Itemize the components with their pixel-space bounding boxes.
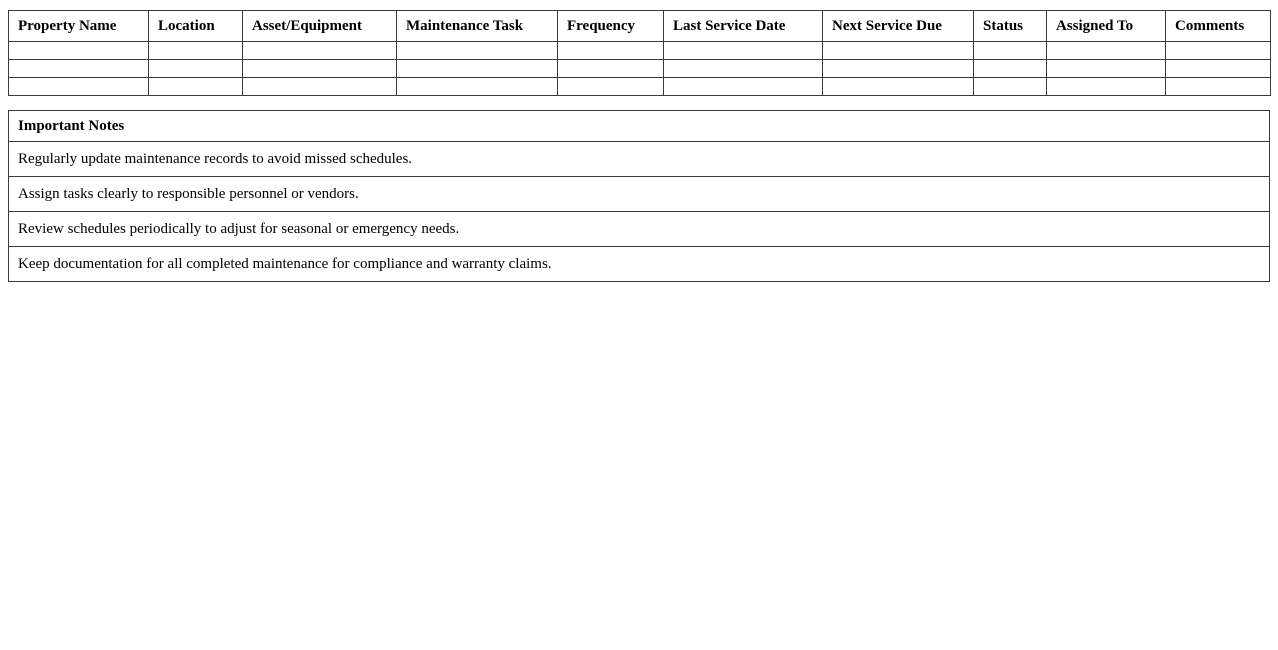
table-row[interactable] — [9, 78, 1271, 96]
table-row[interactable] — [9, 60, 1271, 78]
cell-location[interactable] — [149, 78, 243, 96]
cell-status[interactable] — [974, 42, 1047, 60]
notes-section-title: Important Notes — [9, 111, 1270, 142]
column-header-next-service-due: Next Service Due — [823, 11, 974, 42]
maintenance-schedule-table — [8, 10, 1271, 96]
cell-comments[interactable] — [1166, 78, 1271, 96]
cell-frequency[interactable] — [558, 78, 664, 96]
column-header-status: Status — [974, 11, 1047, 42]
cell-frequency[interactable] — [558, 60, 664, 78]
cell-status[interactable] — [974, 60, 1047, 78]
cell-location[interactable] — [149, 60, 243, 78]
cell-next-service-due[interactable] — [823, 78, 974, 96]
column-header-maintenance-task: Maintenance Task — [397, 11, 558, 42]
cell-property-name[interactable] — [9, 78, 149, 96]
header-row — [9, 11, 1271, 42]
table-row[interactable] — [9, 42, 1271, 60]
column-header-property-name: Property Name — [9, 11, 149, 42]
important-notes-section — [8, 110, 1270, 282]
cell-last-service-date[interactable] — [664, 78, 823, 96]
schedule-table-header — [9, 11, 1271, 42]
list-item — [9, 247, 1270, 282]
cell-last-service-date[interactable] — [664, 60, 823, 78]
cell-assigned-to[interactable] — [1047, 78, 1166, 96]
cell-comments[interactable] — [1166, 60, 1271, 78]
notes-header-row — [9, 111, 1270, 142]
note-item-1: Regularly update maintenance records to avoid missed schedules. — [9, 142, 1270, 177]
cell-maintenance-task[interactable] — [397, 42, 558, 60]
note-item-2: Assign tasks clearly to responsible personnel or vendors. — [9, 177, 1270, 212]
cell-status[interactable] — [974, 78, 1047, 96]
cell-next-service-due[interactable] — [823, 60, 974, 78]
column-header-location: Location — [149, 11, 243, 42]
cell-property-name[interactable] — [9, 42, 149, 60]
cell-maintenance-task[interactable] — [397, 60, 558, 78]
column-header-assigned-to: Assigned To — [1047, 11, 1166, 42]
list-item — [9, 212, 1270, 247]
important-notes-table — [8, 110, 1270, 282]
column-header-asset-equipment: Asset/Equipment — [243, 11, 397, 42]
column-header-comments: Comments — [1166, 11, 1271, 42]
cell-asset-equipment[interactable] — [243, 78, 397, 96]
cell-assigned-to[interactable] — [1047, 42, 1166, 60]
list-item — [9, 177, 1270, 212]
cell-maintenance-task[interactable] — [397, 78, 558, 96]
note-item-3: Review schedules periodically to adjust for seasonal or emergency needs. — [9, 212, 1270, 247]
cell-asset-equipment[interactable] — [243, 60, 397, 78]
cell-comments[interactable] — [1166, 42, 1271, 60]
cell-asset-equipment[interactable] — [243, 42, 397, 60]
cell-property-name[interactable] — [9, 60, 149, 78]
list-item — [9, 142, 1270, 177]
cell-next-service-due[interactable] — [823, 42, 974, 60]
cell-location[interactable] — [149, 42, 243, 60]
cell-assigned-to[interactable] — [1047, 60, 1166, 78]
schedule-table-body — [9, 42, 1271, 96]
cell-last-service-date[interactable] — [664, 42, 823, 60]
cell-frequency[interactable] — [558, 42, 664, 60]
column-header-last-service-date: Last Service Date — [664, 11, 823, 42]
column-header-frequency: Frequency — [558, 11, 664, 42]
note-item-4: Keep documentation for all completed maintenance for compliance and warranty claims. — [9, 247, 1270, 282]
